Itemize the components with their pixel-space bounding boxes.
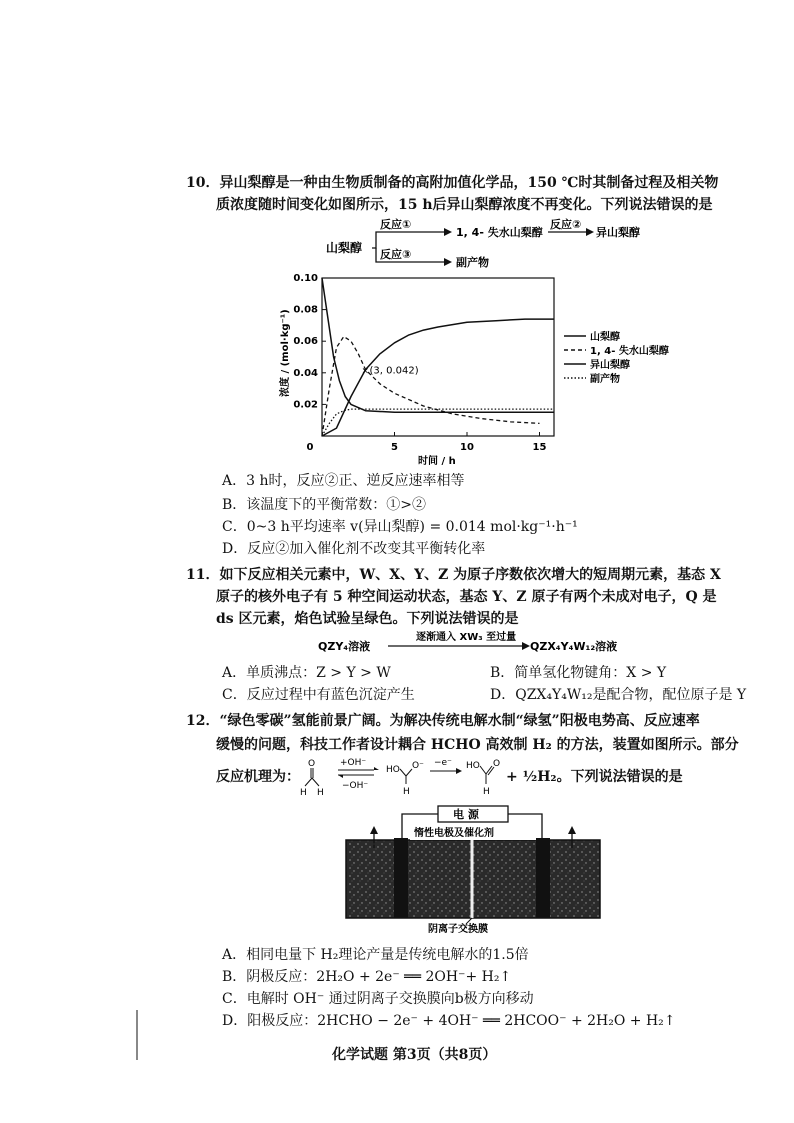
q10-option-a: A．3 h时，反应②正、逆反应速率相等 (222, 473, 465, 489)
x-tick-label: 5 (391, 442, 398, 453)
electrode-right (536, 838, 550, 918)
intermediate-structure (386, 761, 424, 797)
q12-mechanism (300, 754, 500, 798)
scheme-r2: 反应② (550, 218, 582, 231)
q12-text-1: “绿色零碳”氢能前景广阔。为解决传统电解水制“绿氢”阳极电势高、反应速率 (219, 713, 700, 729)
q11-number: 11． (186, 567, 220, 583)
svg-text:H: H (403, 787, 410, 797)
legend-label: 山梨醇 (590, 332, 620, 343)
mech-plus-oh: +OH⁻ (340, 758, 367, 768)
scheme-mid: 1, 4- 失水山梨醇 (456, 226, 543, 239)
svg-text:O⁻: O⁻ (412, 761, 424, 771)
q11-line3: ds 区元素，焰色试验呈绿色。下列说法错误的是 (216, 611, 519, 627)
eq-condition: 逐渐通入 XW₃ 至过量 (416, 632, 517, 643)
q10-chart (270, 268, 670, 468)
eq-left: QZY₄溶液 (318, 640, 371, 653)
q12-option-a: A．相同电量下 H₂理论产量是传统电解水的1.5倍 (222, 947, 529, 963)
svg-text:O: O (308, 759, 316, 769)
svg-text:H: H (317, 788, 324, 798)
margin-mark (136, 1010, 138, 1060)
q12-line2: 缓慢的问题，科技工作者设计耦合 HCHO 高效制 H₂ 的方法，装置如图所示。部分 (216, 737, 739, 753)
q10-option-b: B．该温度下的平衡常数：①>② (222, 497, 427, 513)
y-tick-label: 0.10 (293, 273, 318, 284)
membrane-label: 阴离子交换膜 (428, 924, 488, 934)
power-label: 电 源 (453, 808, 479, 821)
legend-label: 副产物 (590, 374, 620, 385)
y-tick-label: 0.06 (293, 336, 318, 348)
svg-text:O: O (493, 759, 500, 769)
mech-e: −e⁻ (434, 758, 452, 768)
scheme-r3: 反应③ (380, 248, 412, 261)
q10-line2: 质浓度随时间变化如图所示，15 h后异山梨醇浓度不再变化。下列说法错误的是 (216, 197, 713, 213)
gas-out-arrow-right (568, 826, 576, 834)
electrode-label: 惰性电极及催化剂 (414, 828, 494, 839)
formaldehyde-structure (300, 759, 324, 798)
q12-line1 (186, 710, 700, 732)
q10-text-1: 异山梨醇是一种由生物质制备的高附加值化学品，150 ℃时其制备过程及相关物 (219, 175, 719, 191)
q12-option-d: D．阳极反应：2HCHO − 2e⁻ + 4OH⁻ ══ 2HCOO⁻ + 2H₂O + H₂↑ (222, 1013, 676, 1029)
scheme-side: 副产物 (456, 256, 489, 269)
svg-text:HO: HO (466, 761, 480, 771)
series-line-1 (322, 278, 554, 412)
eq-right: QZX₄Y₄W₁₂溶液 (530, 640, 618, 653)
y-axis-label: 浓度 / (mol·kg⁻¹) (280, 309, 291, 397)
q12-electrolysis-apparatus (340, 802, 606, 934)
q12-number: 12． (186, 713, 220, 729)
q11-option-b: B．简单氢化物键角：X > Y (490, 665, 667, 681)
x-axis-label: 时间 / h (418, 456, 456, 467)
q12-option-b: B．阴极反应：2H₂O + 2e⁻ ══ 2OH⁻+ H₂↑ (222, 969, 512, 985)
q12-mech-tail: + ½H₂。下列说法错误的是 (506, 769, 683, 785)
electrode-left (394, 838, 408, 918)
gas-out-arrow-left (370, 826, 378, 834)
q11-line2: 原子的核外电子有 5 种空间运动状态，基态 Y、Z 原子有两个未成对电子，Q 是 (216, 589, 717, 605)
x-tick-label: 10 (460, 442, 474, 453)
y-tick-label: 0.08 (293, 304, 318, 316)
page-footer: 化学试题 第3页（共8页） (332, 1047, 497, 1063)
legend-label: 异山梨醇 (590, 360, 630, 371)
svg-text:H: H (483, 787, 490, 797)
x-tick-label: 0 (306, 442, 314, 453)
q11-line1 (186, 564, 721, 586)
legend-label: 1, 4- 失水山梨醇 (590, 346, 669, 357)
annotation-point-marker: × (361, 366, 370, 377)
svg-text:HO: HO (386, 765, 400, 775)
scheme-r1: 反应① (380, 218, 412, 231)
q10-line1 (186, 172, 718, 194)
q11-option-d: D．QZX₄Y₄W₁₂是配合物，配位原子是 Y (490, 687, 747, 703)
q11-text-1: 如下反应相关元素中，W、X、Y、Z 为原子序数依次增大的短周期元素，基态 X (219, 567, 721, 583)
x-tick-label: 15 (532, 442, 547, 453)
q10-option-d: D．反应②加入催化剂不改变其平衡转化率 (222, 541, 486, 557)
scheme-end: 异山梨醇 (596, 226, 640, 239)
formic-acid-structure (466, 759, 500, 797)
q12-option-c: C．电解时 OH⁻ 通过阴离子交换膜向b极方向移动 (222, 991, 534, 1007)
series-line-2 (322, 337, 540, 437)
series-line-3 (322, 319, 554, 436)
q12-mech-prefix: 反应机理为： (216, 769, 300, 785)
q11-equation (316, 630, 656, 658)
scheme-start: 山梨醇 (326, 241, 363, 255)
chart-annotation: (3, 0.042) (369, 365, 419, 377)
y-tick-label: 0.04 (293, 367, 318, 379)
y-tick-label: 0.02 (293, 399, 318, 411)
mech-minus-oh: −OH⁻ (342, 781, 369, 791)
q10-option-c: C．0~3 h平均速率 v(异山梨醇) = 0.014 mol·kg⁻¹·h⁻¹ (222, 519, 578, 535)
svg-text:H: H (300, 788, 307, 798)
q11-option-a: A．单质沸点：Z > Y > W (222, 665, 391, 681)
q10-number: 10． (186, 175, 220, 191)
q11-option-c: C．反应过程中有蓝色沉淀产生 (222, 687, 415, 703)
